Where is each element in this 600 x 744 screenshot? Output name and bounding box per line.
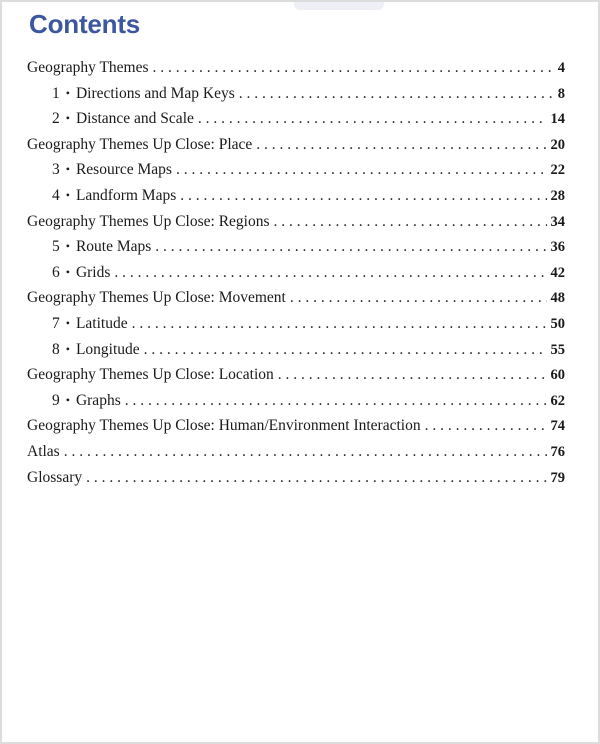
- toc-entry-label: Geography Themes Up Close: Location: [27, 366, 274, 384]
- toc-chapter-entry[interactable]: [27, 110, 565, 136]
- dot-leader: [425, 417, 547, 435]
- dot-leader: [64, 443, 547, 461]
- bullet-icon: •: [65, 187, 70, 202]
- chapter-number: 6: [52, 263, 60, 281]
- toc-page-number: 36: [550, 239, 565, 256]
- toc-section-entry[interactable]: [27, 289, 565, 315]
- toc-entry-label: Atlas: [27, 442, 60, 460]
- dot-leader: [198, 110, 547, 128]
- toc-chapter-entry[interactable]: [27, 264, 565, 290]
- toc-page-number: 76: [550, 443, 565, 460]
- toc-entry-label: Geography Themes Up Close: Human/Environment Interaction: [27, 417, 421, 435]
- toc-entry-label: Glossary: [27, 468, 83, 486]
- toc-chapter-entry[interactable]: [27, 315, 565, 341]
- dot-leader: [144, 341, 547, 359]
- toc-entry-label: Geography Themes Up Close: Place: [27, 135, 253, 153]
- dot-leader: [153, 59, 554, 77]
- toc-entry-label: Longitude: [75, 340, 140, 358]
- toc-page-number: 50: [550, 315, 565, 332]
- toc-chapter-entry[interactable]: [27, 161, 565, 187]
- toc-page-number: 60: [550, 367, 565, 384]
- toc-entry-label: Grids: [75, 263, 111, 281]
- toc-page-number: 20: [550, 136, 565, 153]
- toc-page-number: 28: [550, 187, 565, 204]
- toc-entry-label: Route Maps: [75, 238, 152, 256]
- toc-entry-label: Latitude: [75, 314, 128, 332]
- toc-entry-label: Graphs: [75, 391, 121, 409]
- dot-leader: [274, 213, 547, 231]
- toc-page-number: 42: [550, 264, 565, 281]
- toc-section-entry[interactable]: [27, 366, 565, 392]
- toc-page-number: 62: [550, 392, 565, 409]
- toc-entry-label: Distance and Scale: [75, 110, 194, 128]
- toc-entry-label: Landform Maps: [75, 186, 177, 204]
- chapter-number: 3: [52, 161, 60, 179]
- dot-leader: [256, 136, 546, 154]
- chapter-number: 4: [52, 186, 60, 204]
- bullet-icon: •: [65, 239, 70, 254]
- bullet-icon: •: [65, 264, 70, 279]
- toc-chapter-entry[interactable]: [27, 238, 565, 264]
- toc-page-number: 22: [550, 162, 565, 179]
- toc-page-number: 48: [550, 290, 565, 307]
- toc-section-entry[interactable]: [27, 213, 565, 239]
- toc-section-entry[interactable]: [27, 469, 565, 495]
- table-of-contents: [27, 59, 565, 494]
- toc-entry-label: Geography Themes Up Close: Regions: [27, 212, 270, 230]
- toc-section-entry[interactable]: [27, 443, 565, 469]
- bullet-icon: •: [65, 111, 70, 126]
- bullet-icon: •: [65, 392, 70, 407]
- chapter-number: 8: [52, 340, 60, 358]
- bullet-icon: •: [65, 85, 70, 100]
- chapter-number: 5: [52, 238, 60, 256]
- dot-leader: [290, 289, 547, 307]
- dot-leader: [176, 161, 547, 179]
- bullet-icon: •: [65, 315, 70, 330]
- dot-leader: [114, 264, 546, 282]
- dot-leader: [278, 366, 547, 384]
- dot-leader: [239, 85, 554, 103]
- bullet-icon: •: [65, 341, 70, 356]
- toc-section-entry[interactable]: [27, 136, 565, 162]
- dot-leader: [180, 187, 546, 205]
- chapter-number: 1: [52, 84, 60, 102]
- dot-leader: [86, 469, 546, 487]
- toc-page-number: 79: [550, 469, 565, 486]
- toc-entry-label: Geography Themes Up Close: Movement: [27, 289, 286, 307]
- dot-leader: [125, 392, 547, 410]
- chapter-number: 7: [52, 314, 60, 332]
- toc-chapter-entry[interactable]: [27, 392, 565, 418]
- toc-page-number: 8: [557, 85, 565, 102]
- toc-page-number: 55: [550, 341, 565, 358]
- bullet-icon: •: [65, 162, 70, 177]
- contents-page: [2, 2, 598, 742]
- toc-page-number: 4: [557, 60, 565, 76]
- toc-chapter-entry[interactable]: [27, 85, 565, 111]
- toc-entry-label: Resource Maps: [75, 161, 172, 179]
- dot-leader: [132, 315, 547, 333]
- toc-page-number: 34: [550, 213, 565, 230]
- page-top-mark: [294, 2, 384, 10]
- dot-leader: [155, 238, 546, 256]
- toc-chapter-entry[interactable]: [27, 187, 565, 213]
- toc-section-entry[interactable]: [27, 417, 565, 443]
- toc-page-number: 14: [550, 111, 565, 128]
- toc-section-entry[interactable]: [27, 59, 565, 85]
- toc-entry-label: Directions and Map Keys: [75, 84, 235, 102]
- toc-page-number: 74: [550, 418, 565, 435]
- chapter-number: 2: [52, 110, 60, 128]
- toc-entry-label: Geography Themes: [27, 59, 149, 76]
- page-title: Contents: [29, 9, 141, 39]
- toc-chapter-entry[interactable]: [27, 341, 565, 367]
- chapter-number: 9: [52, 391, 60, 409]
